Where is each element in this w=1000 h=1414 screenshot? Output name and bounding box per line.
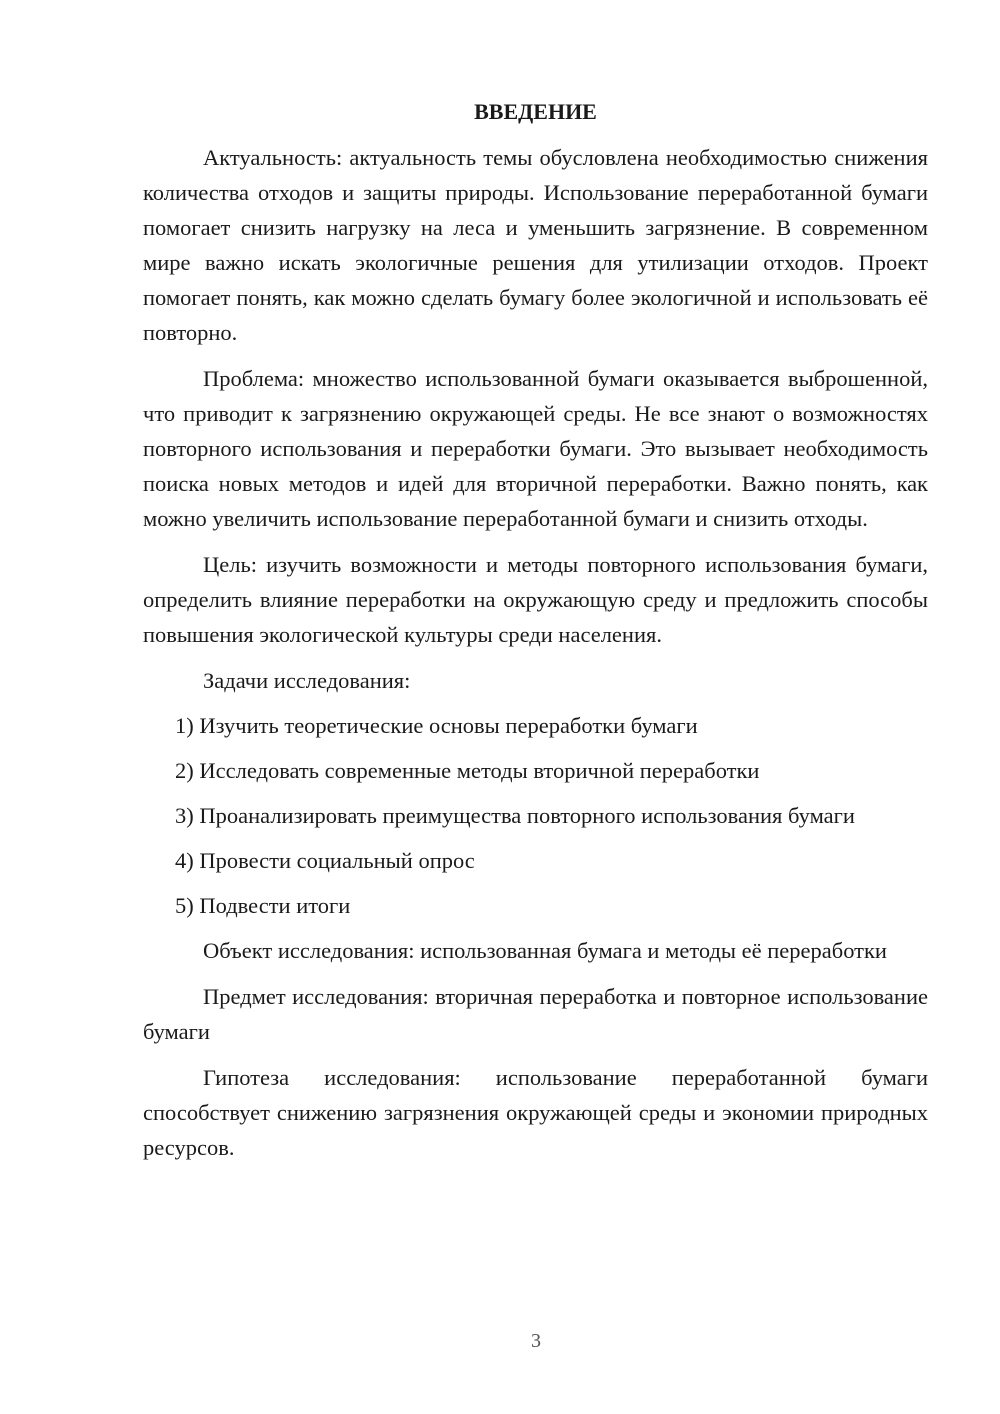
task-item-4: 4) Провести социальный опрос [175, 848, 475, 873]
object-paragraph: Объект исследования: использованная бумага и методы её переработки [203, 938, 887, 963]
subject-paragraph: Предмет исследования: вторичная переработка и повторное использование бумаги [143, 984, 928, 1044]
tasks-title: Задачи исследования: [203, 668, 411, 693]
goal-paragraph: Цель: изучить возможности и методы повторного использования бумаги, определить влияние переработки на окружающую среду и предложить способы повышения экологической культуры среди населения. [143, 552, 928, 647]
page-content [143, 94, 928, 1176]
relevance-paragraph: Актуальность: актуальность темы обусловлена необходимостью снижения количества отходов и защиты природы. Использование переработанной бумаги помогает снизить нагрузку на леса и уменьшить загрязнение. В современном мире важно искать экологичные решения для утилизации отходов. Проект помогает понять, как можно сделать бумагу более экологичной и использовать её повторно. [143, 145, 928, 345]
task-item-2: 2) Исследовать современные методы вторичной переработки [175, 758, 760, 783]
section-heading: ВВЕДЕНИЕ [474, 99, 597, 124]
hypothesis-paragraph: Гипотеза исследования: использование переработанной бумаги способствует снижению загрязнения окружающей среды и экономии природных ресурсов. [143, 1065, 928, 1160]
task-item-1: 1) Изучить теоретические основы переработки бумаги [175, 713, 698, 738]
problem-paragraph: Проблема: множество использованной бумаги оказывается выброшенной, что приводит к загрязнению окружающей среды. Не все знают о возможностях повторного использования и переработки бумаги. Это вызывает необходимость поиска новых методов и идей для вторичной переработки. Важно понять, как можно увеличить использование переработанной бумаги и снизить отходы. [143, 366, 928, 531]
task-item-3: 3) Проанализировать преимущества повторного использования бумаги [175, 803, 855, 828]
page-number: 3 [531, 1330, 541, 1352]
task-item-5: 5) Подвести итоги [175, 893, 351, 918]
